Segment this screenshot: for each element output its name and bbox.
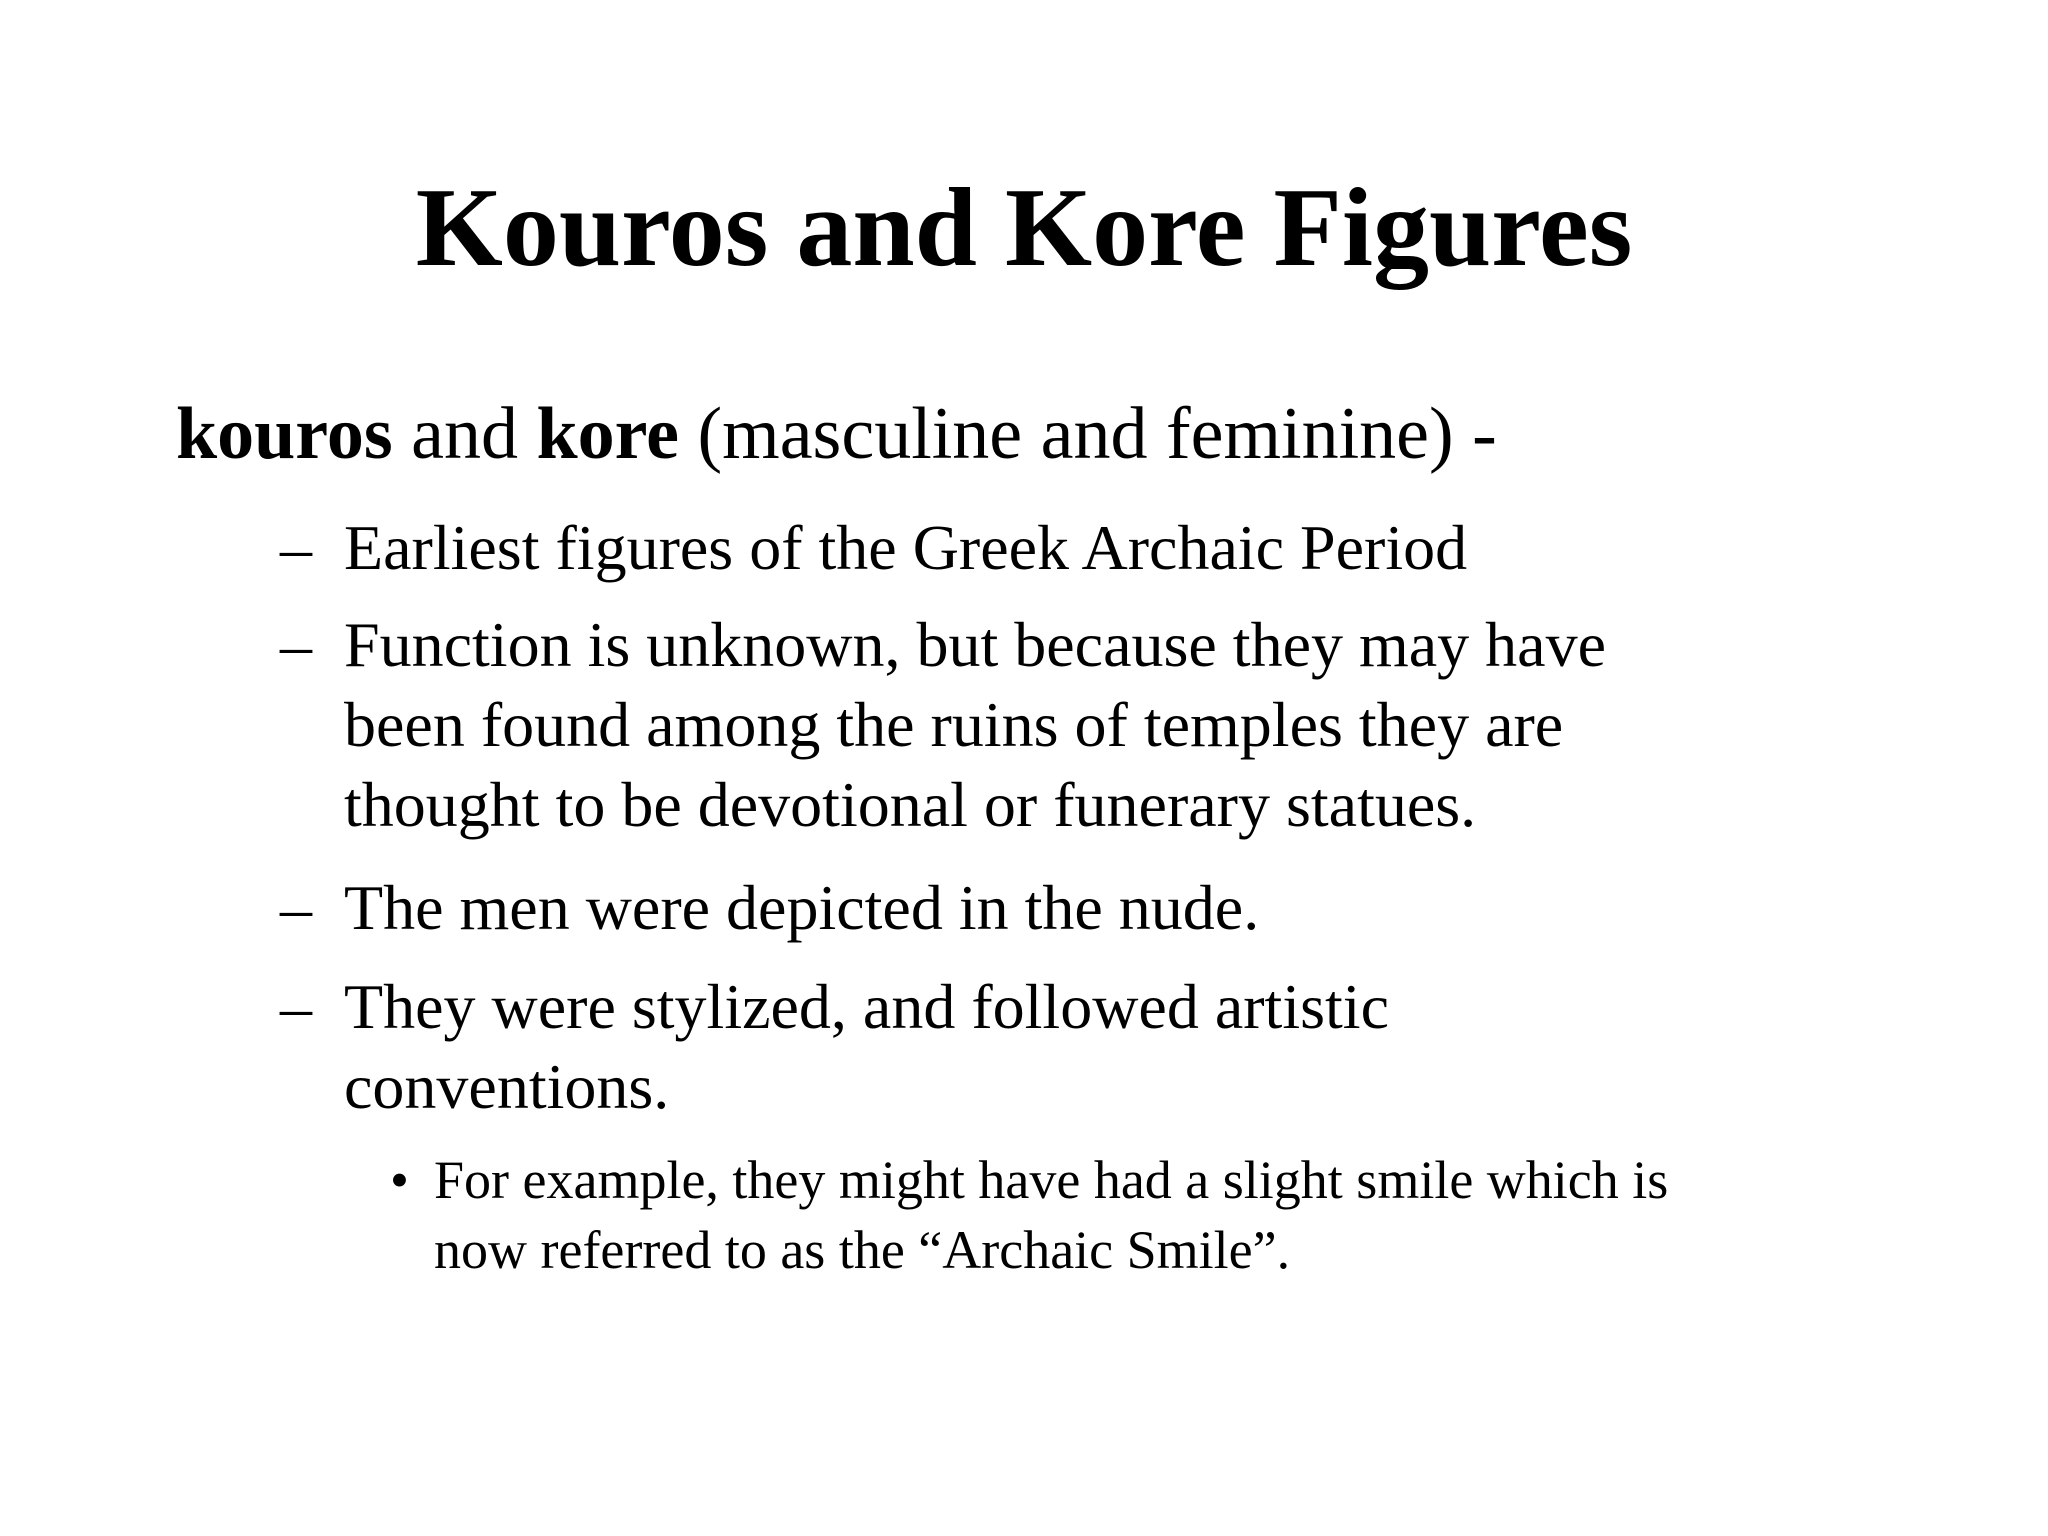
bullet-text: [344, 868, 1944, 948]
lead-rest: (masculine and feminine) -: [679, 393, 1497, 475]
bullet-line: been found among the ruins of temples they are: [344, 689, 1564, 760]
dash-marker: –: [280, 872, 312, 943]
bullet-line: thought to be devotional or funerary statues.: [344, 769, 1477, 840]
term-kore: kore: [536, 393, 679, 475]
bullet-dot-icon: •: [390, 1150, 409, 1210]
sub-bullet-line: For example, they might have had a slight smile which is: [434, 1150, 1669, 1210]
sub-bullet-text: [434, 1145, 1934, 1285]
bullet-line: They were stylized, and followed artistic: [344, 971, 1389, 1042]
dash-marker: –: [280, 609, 312, 680]
bullet-line: Earliest figures of the Greek Archaic Period: [344, 512, 1468, 583]
lead-conjunction: and: [392, 393, 537, 475]
term-kouros: kouros: [176, 393, 393, 475]
lead-line: [176, 392, 1497, 476]
bullet-line: Function is unknown, but because they may have: [344, 609, 1606, 680]
sub-bullet-line: now referred to as the “Archaic Smile”.: [434, 1220, 1291, 1280]
bullet-text: [344, 605, 1944, 845]
slide-title: Kouros and Kore Figures: [415, 166, 1633, 290]
bullet-line: The men were depicted in the nude.: [344, 872, 1260, 943]
dash-marker: –: [280, 971, 312, 1042]
bullet-text: [344, 508, 1944, 588]
bullet-text: [344, 967, 1944, 1127]
bullet-line: conventions.: [344, 1051, 670, 1122]
dash-marker: –: [280, 512, 312, 583]
